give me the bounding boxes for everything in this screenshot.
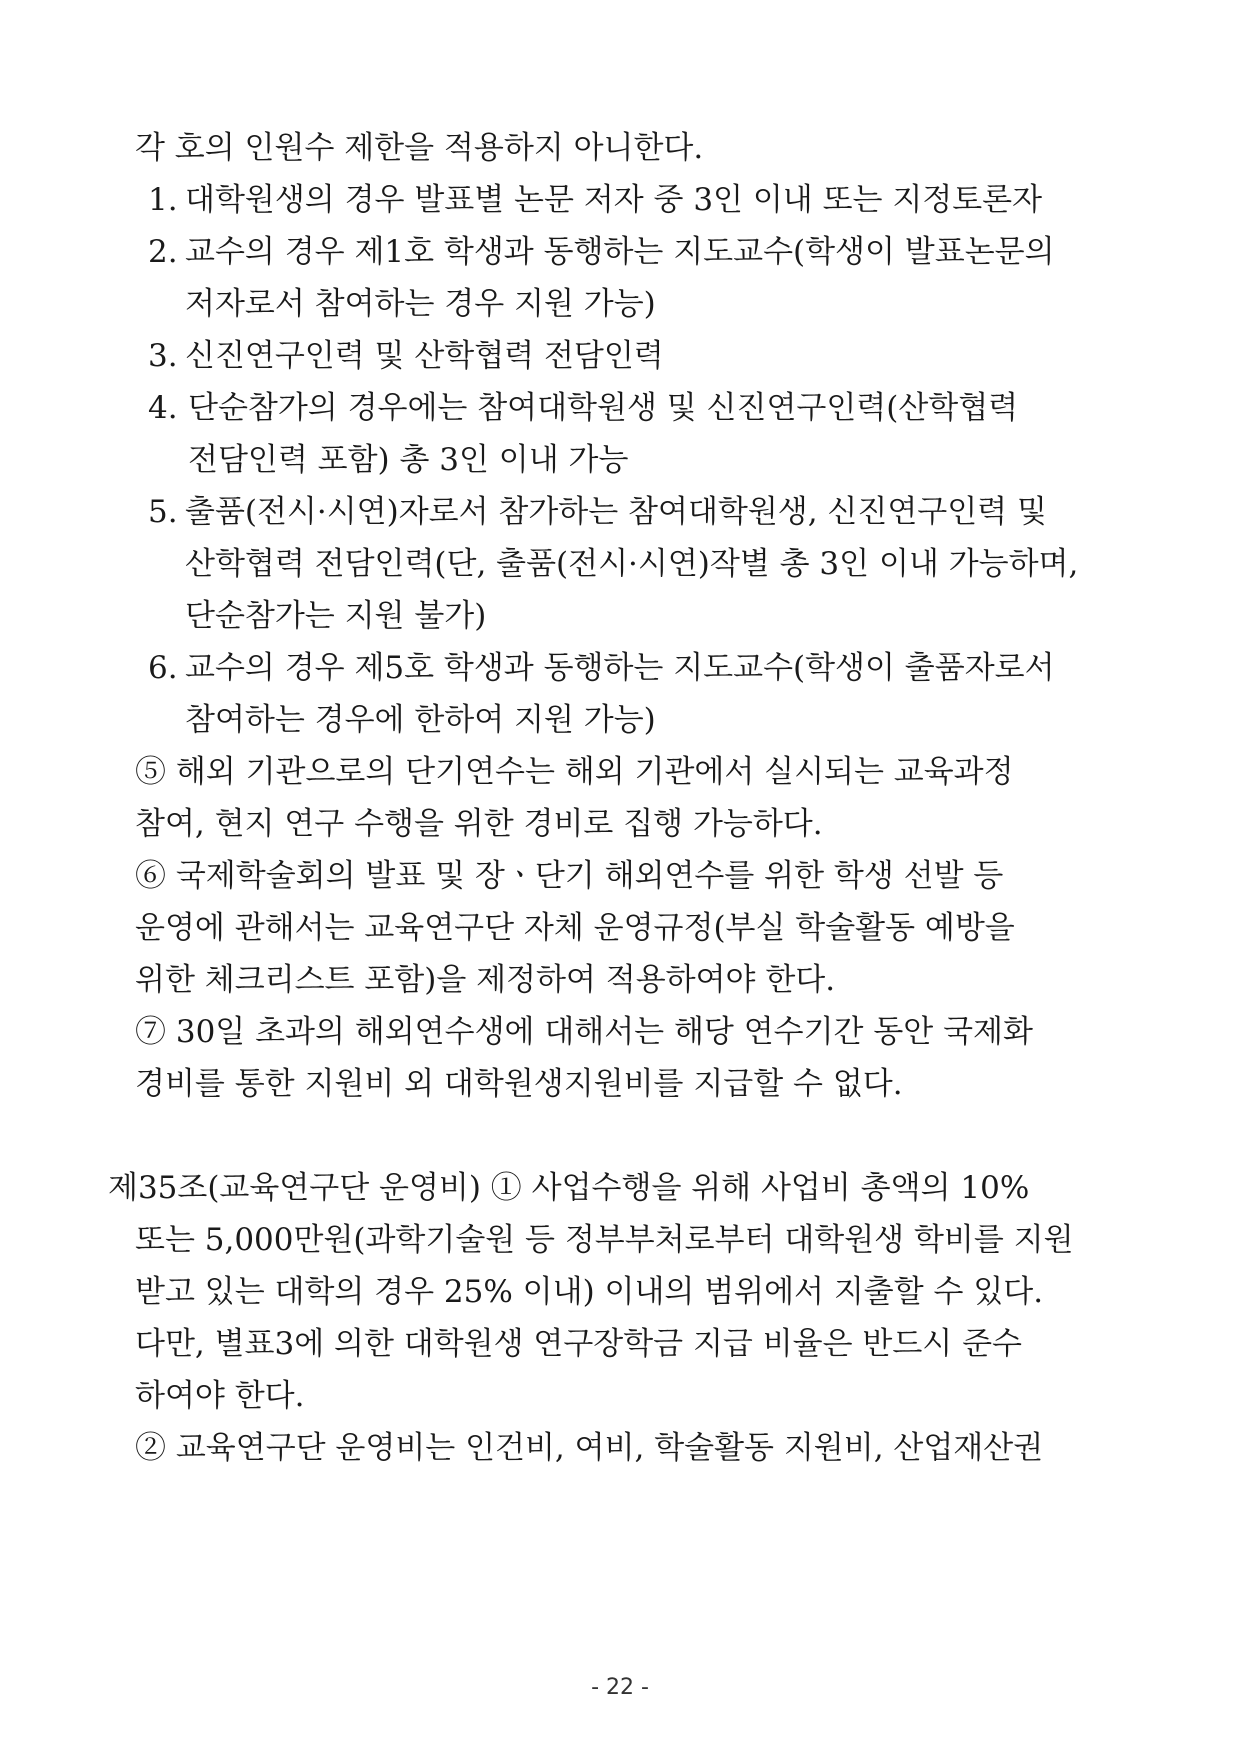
article-35-paragraph-2: ② 교육연구단 운영비는 인건비, 여비, 학술활동 지원비, 산업재산권 bbox=[135, 1430, 1044, 1466]
item-text: 교수의 경우 제1호 학생과 동행하는 지도교수(학생이 발표논문의 bbox=[185, 234, 1055, 270]
continuation-line: 각 호의 인원수 제한을 적용하지 아니한다. bbox=[135, 130, 704, 166]
item-text: 출품(전시·시연)자로서 참가하는 참여대학원생, 신진연구인력 및 bbox=[185, 494, 1047, 530]
item-text: 전담인력 포함) 총 3인 이내 가능 bbox=[188, 442, 629, 478]
item-text: 참여하는 경우에 한하여 지원 가능) bbox=[185, 702, 656, 738]
article-35-text: 받고 있는 대학의 경우 25% 이내) 이내의 범위에서 지출할 수 있다. bbox=[135, 1274, 1044, 1310]
paragraph-7: ⑦ 30일 초과의 해외연수생에 대해서는 해당 연수기간 동안 국제화 bbox=[135, 1014, 1033, 1050]
item-number: 1. bbox=[148, 182, 178, 218]
item-text: 단순참가는 지원 불가) bbox=[185, 598, 487, 634]
article-35-text: 다만, 별표3에 의한 대학원생 연구장학금 지급 비율은 반드시 준수 bbox=[135, 1326, 1023, 1362]
page-number: - 22 - bbox=[591, 1675, 649, 1700]
item-text: 신진연구인력 및 산학협력 전담인력 bbox=[185, 338, 664, 374]
item-number: 2. bbox=[148, 234, 178, 270]
item-text: 대학원생의 경우 발표별 논문 저자 중 3인 이내 또는 지정토론자 bbox=[185, 182, 1043, 218]
article-35-heading: 제35조(교육연구단 운영비) ① 사업수행을 위해 사업비 총액의 10% bbox=[108, 1170, 1030, 1206]
item-text: 산학협력 전담인력(단, 출품(전시·시연)작별 총 3인 이내 가능하며, bbox=[185, 546, 1079, 582]
paragraph-5: ⑤ 해외 기관으로의 단기연수는 해외 기관에서 실시되는 교육과정 bbox=[135, 754, 1014, 790]
paragraph-7: 경비를 통한 지원비 외 대학원생지원비를 지급할 수 없다. bbox=[135, 1066, 903, 1102]
item-text: 저자로서 참여하는 경우 지원 가능) bbox=[185, 286, 656, 322]
item-number: 4. bbox=[148, 390, 178, 426]
paragraph-6: ⑥ 국제학술회의 발표 및 장ㆍ단기 해외연수를 위한 학생 선발 등 bbox=[135, 858, 1004, 894]
item-text: 단순참가의 경우에는 참여대학원생 및 신진연구인력(산학협력 bbox=[188, 390, 1019, 426]
item-text: 교수의 경우 제5호 학생과 동행하는 지도교수(학생이 출품자로서 bbox=[185, 650, 1055, 686]
paragraph-6: 운영에 관해서는 교육연구단 자체 운영규정(부실 학술활동 예방을 bbox=[135, 910, 1015, 946]
article-35-text: 하여야 한다. bbox=[135, 1378, 305, 1414]
item-number: 5. bbox=[148, 494, 178, 530]
article-35-text: 또는 5,000만원(과학기술원 등 정부부처로부터 대학원생 학비를 지원 bbox=[135, 1222, 1074, 1258]
paragraph-6: 위한 체크리스트 포함)을 제정하여 적용하여야 한다. bbox=[135, 962, 836, 998]
paragraph-5: 참여, 현지 연구 수행을 위한 경비로 집행 가능하다. bbox=[135, 806, 823, 842]
item-number: 3. bbox=[148, 338, 178, 374]
item-number: 6. bbox=[148, 650, 178, 686]
